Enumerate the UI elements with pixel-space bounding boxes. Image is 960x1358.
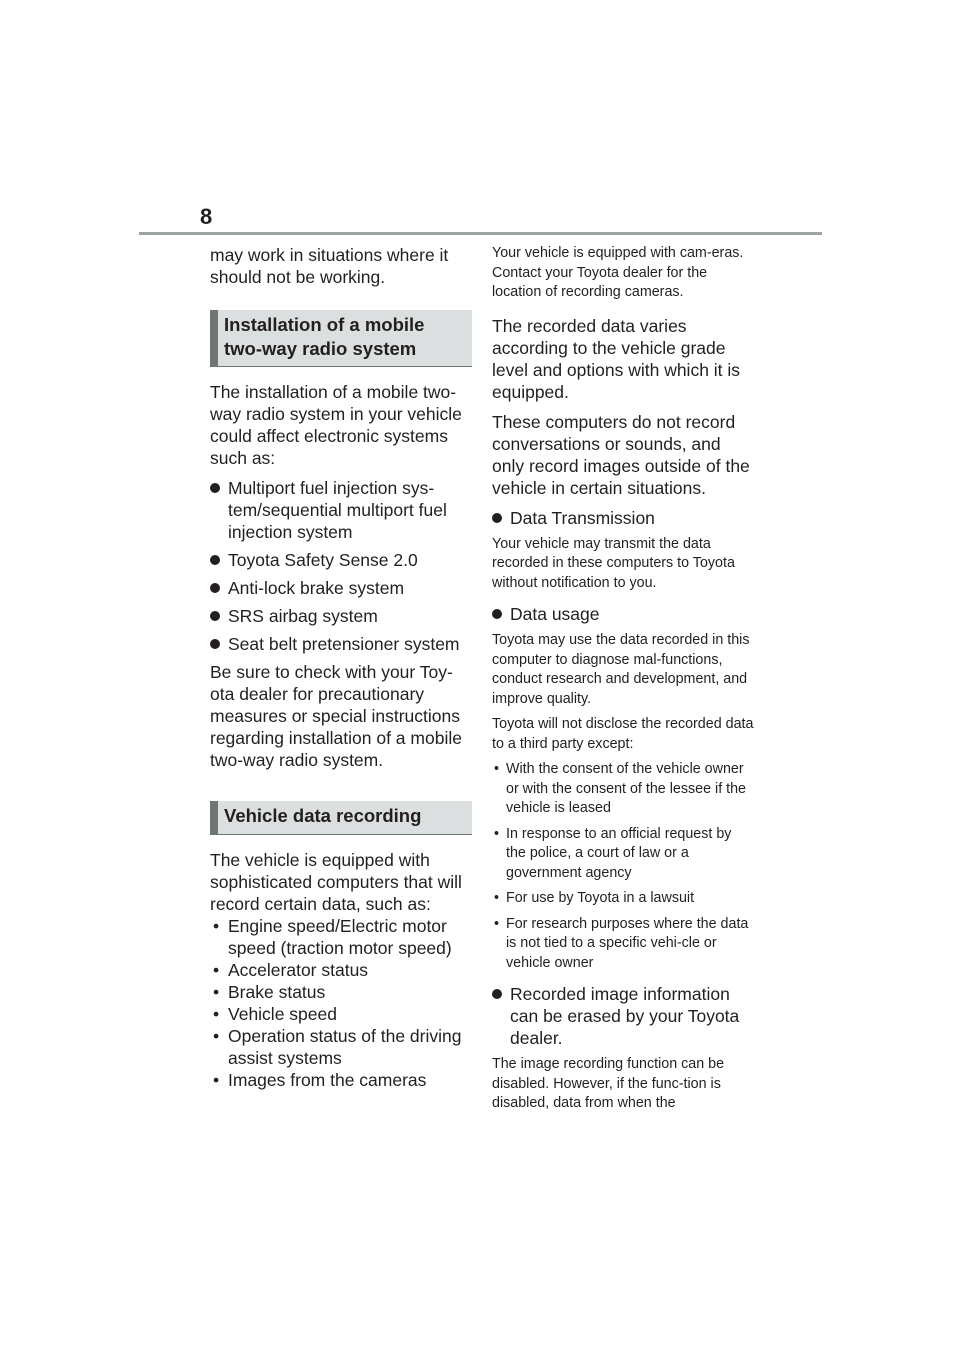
right-column [492,244,754,1120]
bullet-text: Toyota Safety Sense 2.0 [228,550,418,570]
grade-note: The recorded data varies according to the vehicle grade level and options with which it is equipped. [492,315,741,402]
bullet-dot-icon [210,483,220,493]
bullet-dot-icon [210,583,220,593]
list-item: • Operation status of the driving assist systems [213,1025,462,1068]
left-column [210,244,472,1091]
list-item: • In response to an official request by the police, a court of law or a government agency [494,825,732,881]
cameras-note: Your vehicle is equipped with cam-eras. Contact your Toyota dealer for the location of recording cameras. [492,245,744,300]
list-item: • With the consent of the vehicle owner or with the consent of the lessee if the vehicle is leased [494,761,747,816]
image-erase-title-text: Recorded image information can be erased by your Toyota dealer. [510,984,740,1048]
data-usage-body: Toyota may use the data recorded in this computer to diagnose mal-functions, conduct research and development, and improve quality. [492,632,750,707]
recorded-data-list [210,915,472,1091]
list-item-text: Operation status of the driving assist systems [228,1025,462,1068]
data-usage-title [492,603,754,625]
bullet-dot-icon [210,611,220,621]
bullet-dot-icon [492,609,502,619]
bullet-dot-icon [210,639,220,649]
header-rule [139,232,822,235]
data-transmission-title [492,507,754,529]
data-recording-body-text: The vehicle is equipped with sophisticated computers that will record certain data, such as: [210,849,462,914]
list-item-text: Brake status [228,981,326,1002]
bullet-item [210,605,472,627]
bullet-text: Anti-lock brake system [228,578,405,598]
bullet-dot-icon [492,513,502,523]
bullet-dot-icon [492,989,502,999]
list-item-text: Vehicle speed [228,1003,337,1024]
list-item: • Vehicle speed [213,1003,337,1024]
list-item-text: Accelerator status [228,959,369,980]
data-transmission-title-text: Data Transmission [510,507,655,528]
data-transmission-body: Your vehicle may transmit the data recorded in these computers to Toyota without notification to you. [492,535,735,591]
list-item-text: For use by Toyota in a lawsuit [506,890,695,906]
disclosure-exceptions-list [492,760,754,973]
radio-closing-text: Be sure to check with your Toy-ota dealer for precautionary measures or special instructions regarding installation of a mobile two-way radio system. [210,662,462,770]
list-item: • Brake status [213,981,326,1002]
image-erase-title [492,983,754,1049]
list-item-text: In response to an official request by the police, a court of law or a government agency [506,825,732,881]
list-item: • For research purposes where the data is not tied to a specific vehi-cle or vehicle owner [494,915,749,971]
bullet-text: SRS airbag system [228,606,378,626]
bullet-item [210,477,472,543]
list-item-text: For research purposes where the data is not tied to a specific vehi-cle or vehicle owner [506,915,749,971]
list-item-text: Images from the cameras [228,1069,427,1090]
list-item: • For use by Toyota in a lawsuit [494,890,695,906]
list-item: • Engine speed/Electric motor speed (traction motor speed) [213,915,452,958]
bullet-item [210,549,472,571]
data-usage-title-text: Data usage [510,604,600,624]
bullet-item [210,577,472,599]
bullet-text: Seat belt pretensioner system [228,634,460,654]
intro-text: may work in situations where it should not be working. [210,245,449,287]
list-item: • Accelerator status [213,959,369,980]
data-disclose-text: Toyota will not disclose the recorded data to a third party except: [492,716,754,752]
sounds-note: These computers do not record conversations or sounds, and only record images outside of the vehicle in certain situations. [492,411,750,498]
section-heading-data-recording-text: Vehicle data recording [224,805,422,826]
section-heading-radio [210,310,472,367]
list-item: • Images from the cameras [213,1069,427,1090]
section-heading-data-recording [210,801,472,835]
image-erase-body: The image recording function can be disabled. However, if the func-tion is disabled, data from when the [492,1056,725,1111]
list-item-text: With the consent of the vehicle owner or with the consent of the lessee if the vehicle is leased [506,761,747,816]
radio-bullet-list [210,477,472,655]
section-heading-radio-text: Installation of a mobile two-way radio system [224,314,425,359]
radio-body-text: The installation of a mobile two-way radio system in your vehicle could affect electronic systems such as: [210,382,462,468]
bullet-dot-icon [210,555,220,565]
page-number: 8 [200,204,213,229]
bullet-text: Multiport fuel injection sys-tem/sequential multiport fuel injection system [228,478,447,542]
bullet-item [210,633,472,655]
list-item-text: Engine speed/Electric motor speed (traction motor speed) [228,915,452,958]
